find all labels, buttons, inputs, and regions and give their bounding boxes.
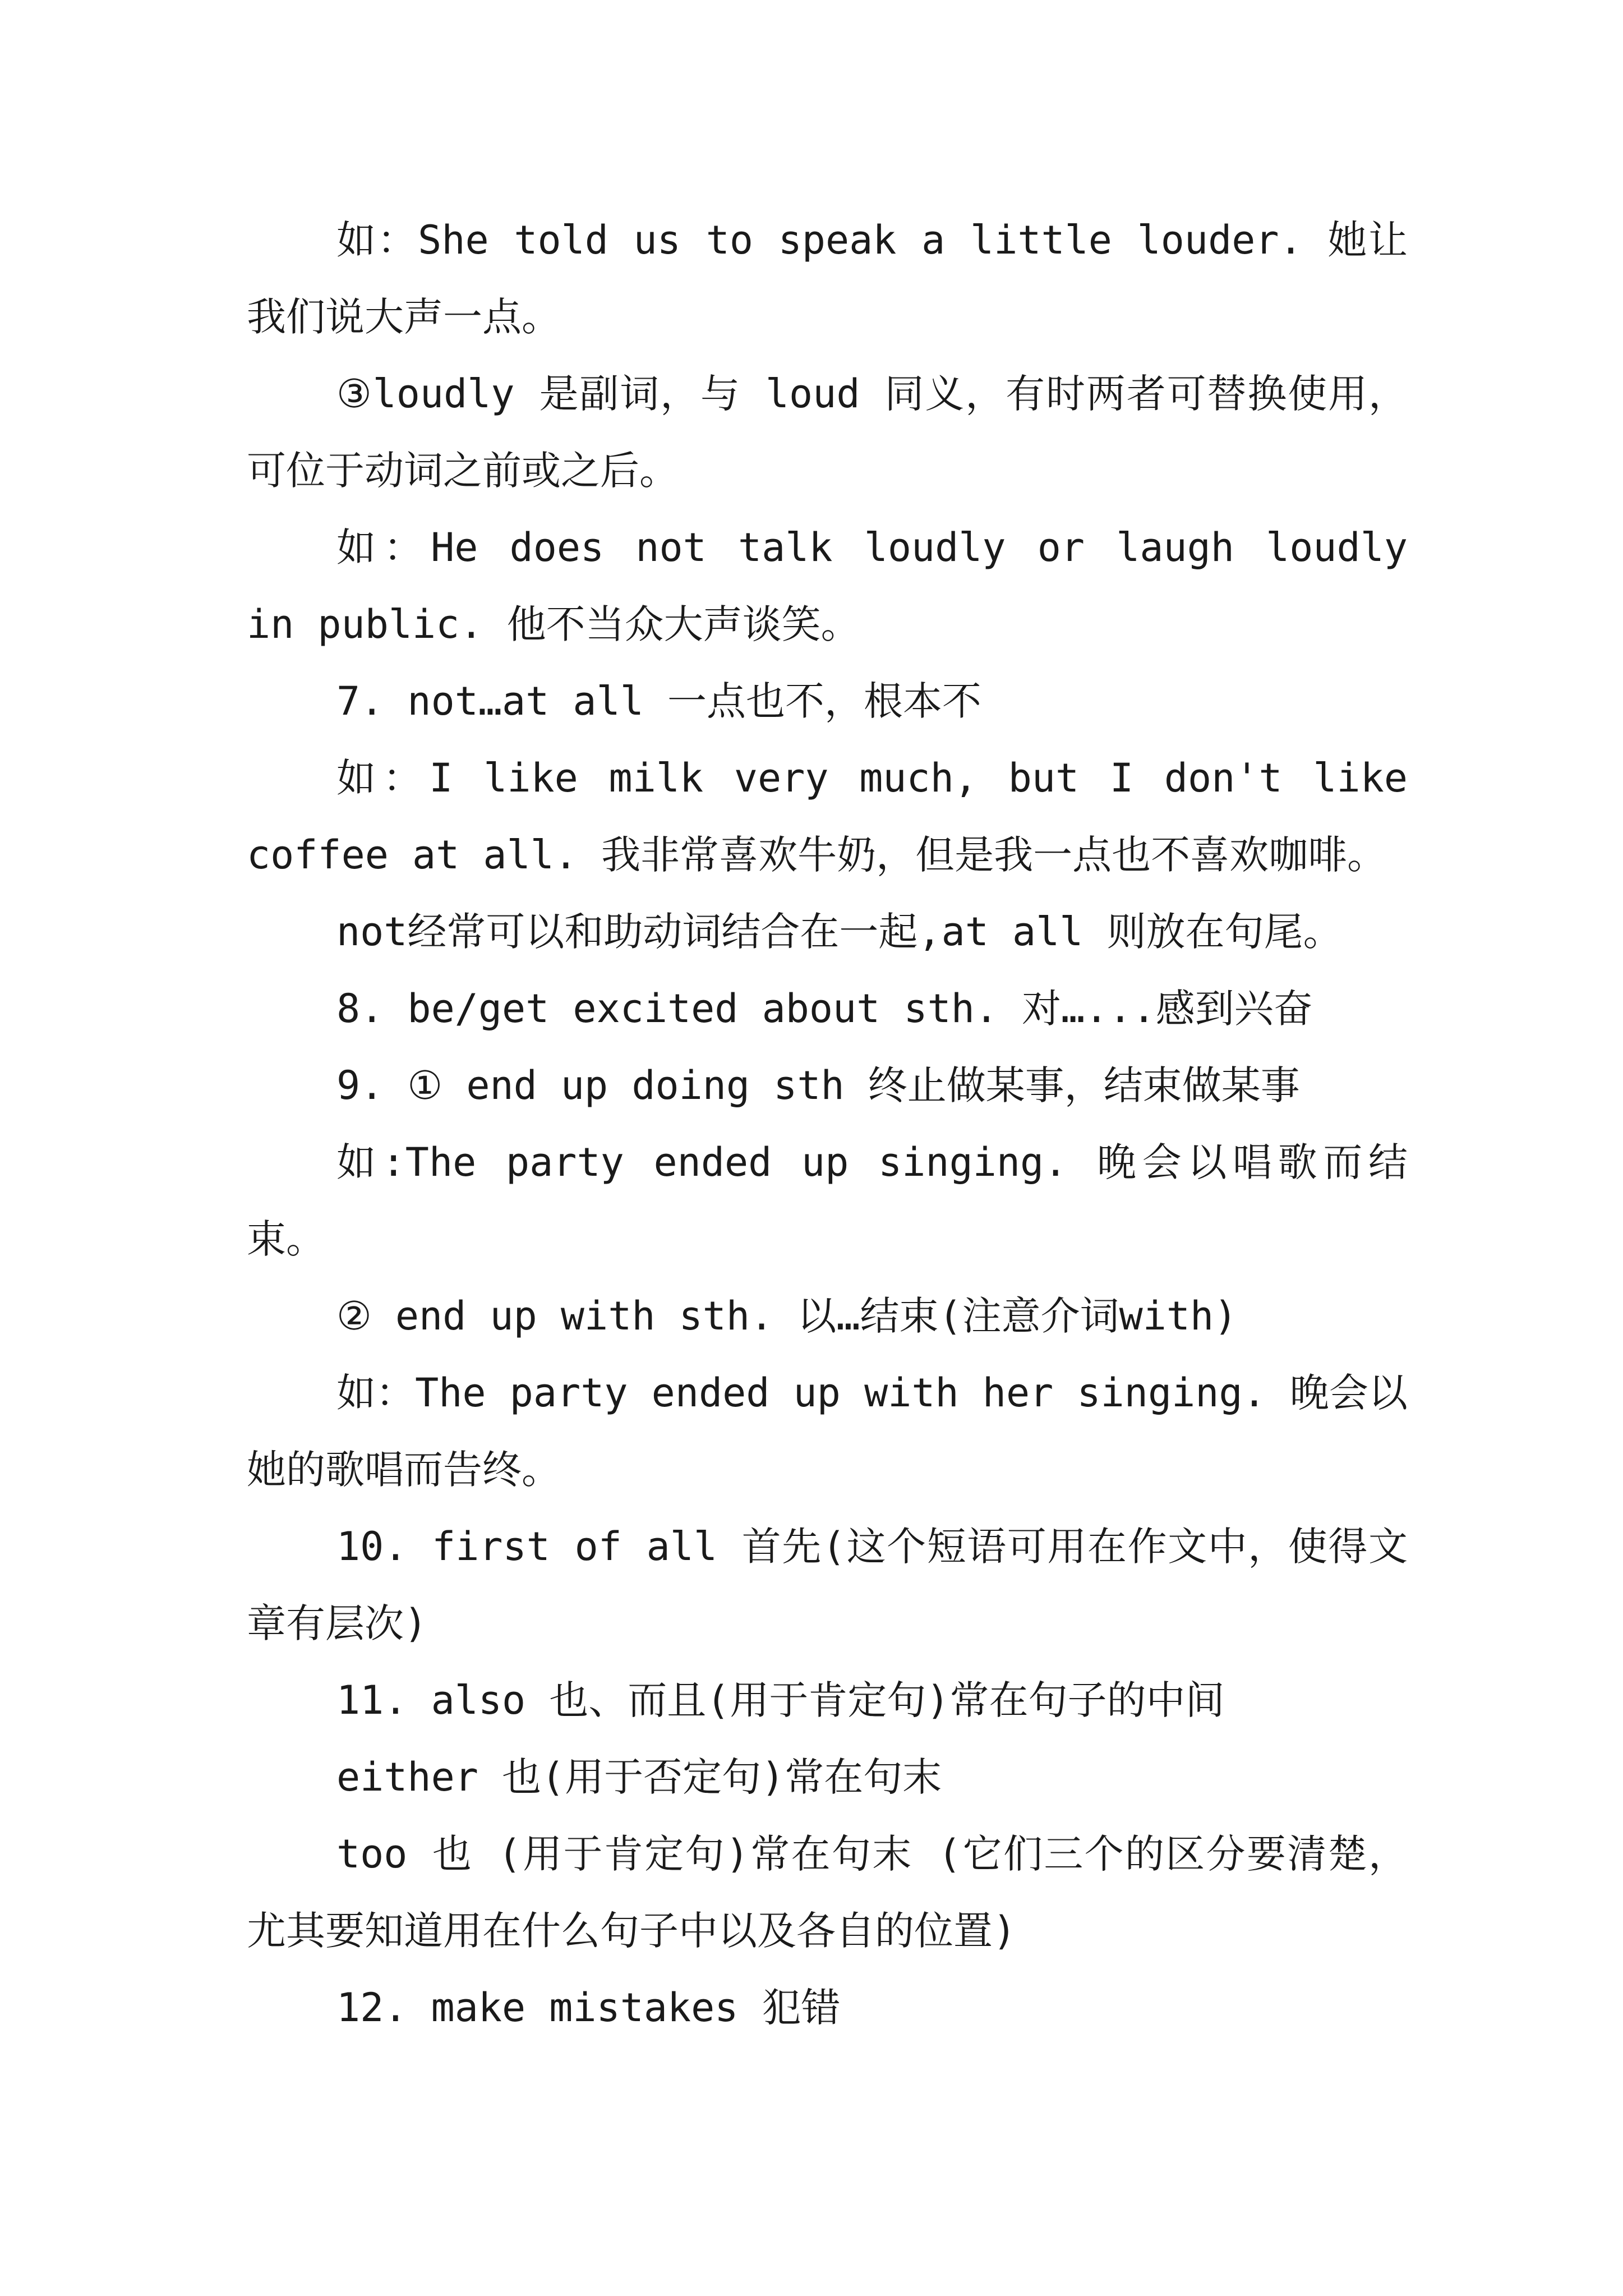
paragraph-end-up-with: ② end up with sth. 以…结束(注意介词with) [336,1293,1238,1339]
document-body [247,202,1408,2046]
paragraph-item-12: 12. make mistakes 犯错 [336,1985,841,2031]
paragraph-example-loudly: 如：He does not talk loudly or laugh loudly in public. 他不当众大声谈笑。 [247,524,1408,647]
paragraph-example-louder: 如：She told us to speak a little louder. 她让我们说大声一点。 [247,217,1408,340]
paragraph-either: either 也(用于否定句)常在句末 [336,1754,942,1800]
paragraph-item-10: 10. first of all 首先(这个短语可用在作文中，使得文章有层次) [247,1524,1408,1646]
paragraph-too: too 也 (用于肯定句)常在句末 (它们三个的区分要清楚，尤其要知道用在什么句子中以及各自的位置) [247,1831,1408,1954]
paragraph-not-note: not经常可以和助动词结合在一起,at all 则放在句尾。 [336,909,1343,955]
paragraph-example-end-up-with: 如：The party ended up with her singing. 晚会以她的歌唱而告终。 [247,1370,1408,1493]
paragraph-example-end-up-singing: 如:The party ended up singing. 晚会以唱歌而结束。 [247,1139,1408,1262]
paragraph-item-8: 8. be/get excited about sth. 对…...感到兴奋 [336,986,1313,1032]
paragraph-loudly-adverb: ③loudly 是副词，与 loud 同义，有时两者可替换使用，可位于动词之前或之后。 [247,371,1408,494]
paragraph-item-11: 11. also 也、而且(用于肯定句)常在句子的中间 [336,1677,1225,1723]
paragraph-item-9: 9. ① end up doing sth 终止做某事，结束做某事 [336,1062,1300,1108]
paragraph-example-at-all: 如：I like milk very much, but I don't like coffee at all. 我非常喜欢牛奶，但是我一点也不喜欢咖啡。 [247,755,1408,878]
paragraph-item-7: 7. not…at all 一点也不，根本不 [336,678,982,724]
